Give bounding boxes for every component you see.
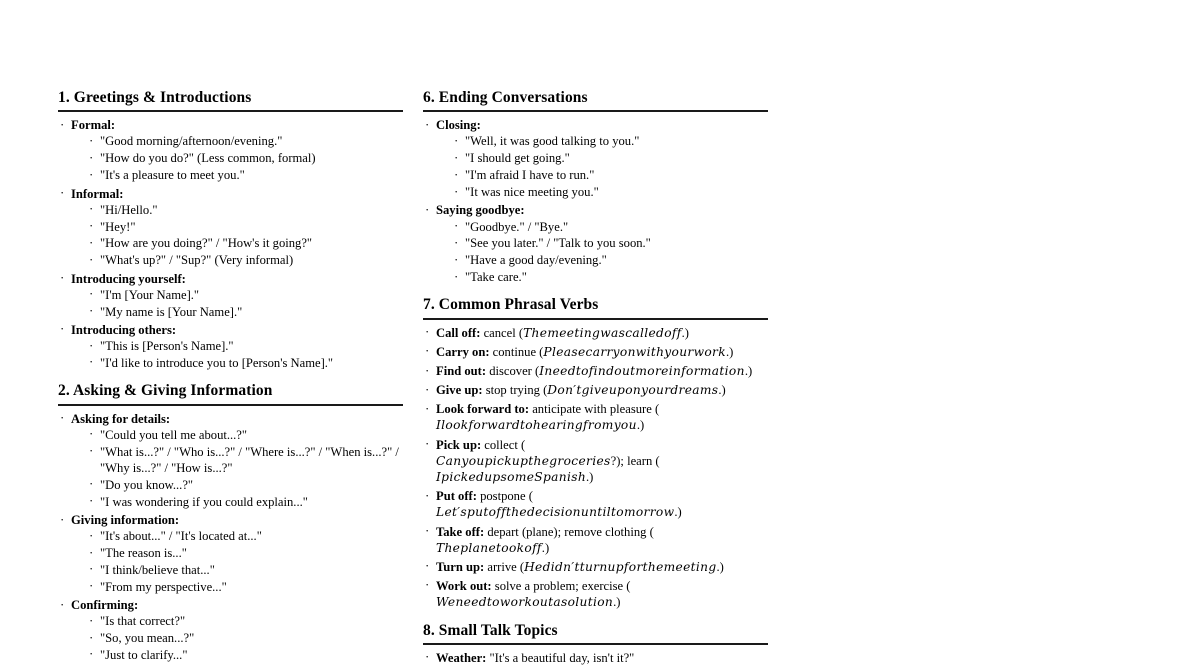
phrasal-verb-example-tail: .) bbox=[541, 540, 550, 555]
phrasal-verb-example-tail: ?); learn ( bbox=[610, 453, 660, 468]
phrasal-verb-definition: discover ( bbox=[489, 364, 540, 379]
list-item: · "It's about..." / "It's located at..." bbox=[88, 528, 403, 544]
list-item: · "Do you know...?" bbox=[88, 477, 403, 493]
phrasal-verb-definition: collect ( bbox=[484, 437, 526, 452]
phrasal-verb-term: Put off: bbox=[436, 489, 477, 504]
list-item: · "Goodbye." / "Bye." bbox=[453, 219, 768, 235]
group-item bbox=[58, 512, 403, 595]
group-item bbox=[58, 186, 403, 269]
phrasal-verb-definition: arrive ( bbox=[487, 559, 525, 574]
section-common-phrasal-verbs bbox=[423, 295, 768, 610]
phrase-list bbox=[71, 528, 403, 595]
section-ending-conversations bbox=[423, 88, 768, 285]
phrasal-verb-term: Take off: bbox=[436, 524, 485, 539]
phrasal-verb-example: Themeetingwascalledoff bbox=[523, 325, 682, 340]
section-title: 7. Common Phrasal Verbs bbox=[423, 296, 599, 314]
group-inline-text: "It's a beautiful day, isn't it?" bbox=[489, 650, 635, 665]
phrasal-verb-example-tail: .) bbox=[674, 505, 682, 520]
left-column bbox=[58, 88, 403, 670]
list-item: · "I'm afraid I have to run." bbox=[453, 167, 768, 183]
list-item: · "See you later." / "Talk to you soon." bbox=[453, 235, 768, 251]
phrasal-verb-term: Look forward to: bbox=[436, 402, 530, 417]
list-item: · "It was nice meeting you." bbox=[453, 184, 768, 200]
phrasal-verb-item bbox=[423, 437, 768, 486]
section-title: 1. Greetings & Introductions bbox=[58, 89, 252, 106]
list-item: · "How are you doing?" / "How's it going?" bbox=[88, 235, 403, 251]
list-item: · "Just to clarify..." bbox=[88, 647, 403, 663]
group-item bbox=[58, 597, 403, 663]
list-item: · "From my perspective..." bbox=[88, 579, 403, 595]
phrasal-verb-term: Call off: bbox=[436, 325, 481, 340]
group-label: Confirming: bbox=[71, 598, 139, 613]
group-list bbox=[423, 117, 768, 285]
list-item: · "I'm [Your Name]." bbox=[88, 287, 403, 303]
phrasal-verb-example-tail: .) bbox=[716, 559, 724, 574]
phrasal-verb-definition: anticipate with pleasure ( bbox=[532, 402, 660, 417]
list-item: · "Is that correct?" bbox=[88, 613, 403, 629]
phrasal-verb-example: Pleasecarryonwithyourwork bbox=[543, 344, 726, 359]
list-item: · "I should get going." bbox=[453, 150, 768, 166]
group-list bbox=[58, 117, 403, 371]
phrasal-verb-example-tail: .) bbox=[586, 470, 594, 485]
section-greetings-introductions bbox=[58, 88, 403, 371]
phrasal-verb-definition: depart (plane); remove clothing ( bbox=[487, 524, 654, 539]
phrasal-verb-example-line bbox=[436, 540, 768, 557]
list-item: · "Good morning/afternoon/evening." bbox=[88, 133, 403, 149]
list-item: · "Well, it was good talking to you." bbox=[453, 133, 768, 149]
list-item: · "Hi/Hello." bbox=[88, 202, 403, 218]
phrasal-verb-example-tail: .) bbox=[718, 383, 726, 398]
list-item: · "This is [Person's Name]." bbox=[88, 338, 403, 354]
two-column-layout bbox=[58, 88, 1133, 670]
phrasal-verb-list bbox=[423, 325, 768, 611]
section-divider bbox=[58, 110, 403, 112]
list-item: · "What is...?" / "Who is...?" / "Where is...?" / "When is...?" / "Why is...?" / "How is...?" bbox=[88, 444, 403, 477]
section-divider bbox=[58, 404, 403, 406]
phrasal-verb-definition: cancel ( bbox=[483, 325, 524, 340]
phrasal-verb-example: Weneedtoworkoutasolution bbox=[436, 594, 614, 609]
group-item bbox=[58, 271, 403, 320]
phrasal-verb-example-tail: .) bbox=[613, 594, 621, 609]
list-item: · "Could you tell me about...?" bbox=[88, 427, 403, 443]
group-list bbox=[58, 411, 403, 664]
phrasal-verb-item bbox=[423, 524, 768, 557]
phrasal-verb-example-tail: .) bbox=[681, 325, 689, 340]
section-divider bbox=[423, 110, 768, 112]
section-small-talk-topics bbox=[423, 621, 768, 666]
list-item: · "The reason is..." bbox=[88, 545, 403, 561]
phrasal-verb-item bbox=[423, 325, 768, 342]
phrasal-verb-term: Work out: bbox=[436, 578, 492, 593]
list-item: · "It's a pleasure to meet you." bbox=[88, 167, 403, 183]
phrasal-verb-term: Pick up: bbox=[436, 437, 482, 452]
phrasal-verb-example: IpickedupsomeSpanish bbox=[436, 470, 587, 485]
phrasal-verb-example-tail: .) bbox=[725, 344, 734, 359]
section-title: 2. Asking & Giving Information bbox=[58, 382, 273, 400]
list-item: · "I was wondering if you could explain..." bbox=[88, 494, 403, 510]
group-item bbox=[423, 117, 768, 200]
phrasal-verb-example: Let′sputoffthedecisionuntiltomorrow bbox=[436, 505, 675, 520]
phrasal-verb-item bbox=[423, 488, 768, 521]
group-label: Saying goodbye: bbox=[436, 203, 525, 218]
phrasal-verb-item bbox=[423, 382, 768, 399]
phrasal-verb-term: Find out: bbox=[436, 364, 487, 379]
group-item bbox=[423, 202, 768, 285]
section-asking-giving-information bbox=[58, 381, 403, 663]
phrase-list bbox=[71, 613, 403, 663]
phrasal-verb-definition: continue ( bbox=[492, 344, 544, 359]
phrase-list bbox=[71, 427, 403, 510]
phrasal-verb-example-line bbox=[436, 417, 768, 434]
section-title: 8. Small Talk Topics bbox=[423, 621, 558, 639]
phrasal-verb-example-tail: .) bbox=[744, 364, 753, 379]
list-item: · "Have a good day/evening." bbox=[453, 252, 768, 268]
phrasal-verb-item bbox=[423, 363, 768, 380]
group-label: Asking for details: bbox=[71, 411, 171, 426]
group-item bbox=[58, 322, 403, 371]
phrasal-verb-definition: stop trying ( bbox=[485, 383, 548, 398]
phrasal-verb-example: Ineedtofindoutmoreinformation bbox=[539, 364, 745, 379]
phrasal-verb-example: Theplanetookoff bbox=[436, 540, 542, 555]
phrasal-verb-item bbox=[423, 401, 768, 434]
phrasal-verb-example-tail: .) bbox=[636, 418, 645, 433]
list-item: · "How do you do?" (Less common, formal) bbox=[88, 150, 403, 166]
phrasal-verb-example-line bbox=[436, 594, 768, 611]
section-title: 6. Ending Conversations bbox=[423, 89, 588, 106]
group-label: Introducing yourself: bbox=[71, 271, 186, 286]
section-divider bbox=[423, 318, 768, 320]
phrase-list bbox=[71, 202, 403, 269]
phrasal-verb-item bbox=[423, 559, 768, 576]
list-item: · "I think/believe that..." bbox=[88, 562, 403, 578]
group-label: Introducing others: bbox=[71, 322, 177, 337]
phrase-list bbox=[71, 287, 403, 320]
phrasal-verb-example-line bbox=[436, 469, 768, 486]
phrasal-verb-definition: postpone ( bbox=[480, 489, 533, 504]
phrase-list bbox=[71, 338, 403, 371]
list-item: · "My name is [Your Name]." bbox=[88, 304, 403, 320]
list-item: · "What's up?" / "Sup?" (Very informal) bbox=[88, 252, 403, 268]
phrasal-verb-example-line bbox=[436, 504, 768, 521]
list-item: · "Take care." bbox=[453, 269, 768, 285]
group-list bbox=[423, 650, 768, 666]
list-item: · "Hey!" bbox=[88, 219, 403, 235]
group-item bbox=[58, 411, 403, 510]
list-item: · "I'd like to introduce you to [Person's Name]." bbox=[88, 355, 403, 371]
phrasal-verb-example: Ilookforwardtohearingfromyou bbox=[436, 418, 637, 433]
phrase-list bbox=[71, 133, 403, 183]
phrasal-verb-example: Don′tgiveuponyourdreams bbox=[547, 383, 719, 398]
phrasal-verb-example: Hedidn′tturnupforthemeeting bbox=[524, 559, 717, 574]
phrasal-verb-example: Canyoupickupthegroceries bbox=[436, 453, 611, 468]
group-label: Weather: bbox=[436, 650, 487, 665]
right-column bbox=[423, 88, 768, 670]
phrasal-verb-term: Carry on: bbox=[436, 344, 490, 359]
group-label: Closing: bbox=[436, 118, 481, 133]
phrase-list bbox=[436, 219, 768, 286]
phrasal-verb-definition: solve a problem; exercise ( bbox=[494, 578, 631, 593]
group-label: Informal: bbox=[71, 186, 124, 201]
phrasal-verb-item bbox=[423, 578, 768, 611]
phrasal-verb-example-line bbox=[436, 453, 768, 470]
phrasal-verb-term: Give up: bbox=[436, 383, 483, 398]
group-item bbox=[58, 117, 403, 183]
group-label: Giving information: bbox=[71, 513, 180, 528]
group-item bbox=[423, 650, 768, 666]
phrase-list bbox=[436, 133, 768, 200]
phrasal-verb-item bbox=[423, 344, 768, 361]
list-item: · "So, you mean...?" bbox=[88, 630, 403, 646]
group-label: Formal: bbox=[71, 118, 116, 133]
phrasal-verb-term: Turn up: bbox=[436, 559, 485, 574]
section-divider bbox=[423, 643, 768, 645]
